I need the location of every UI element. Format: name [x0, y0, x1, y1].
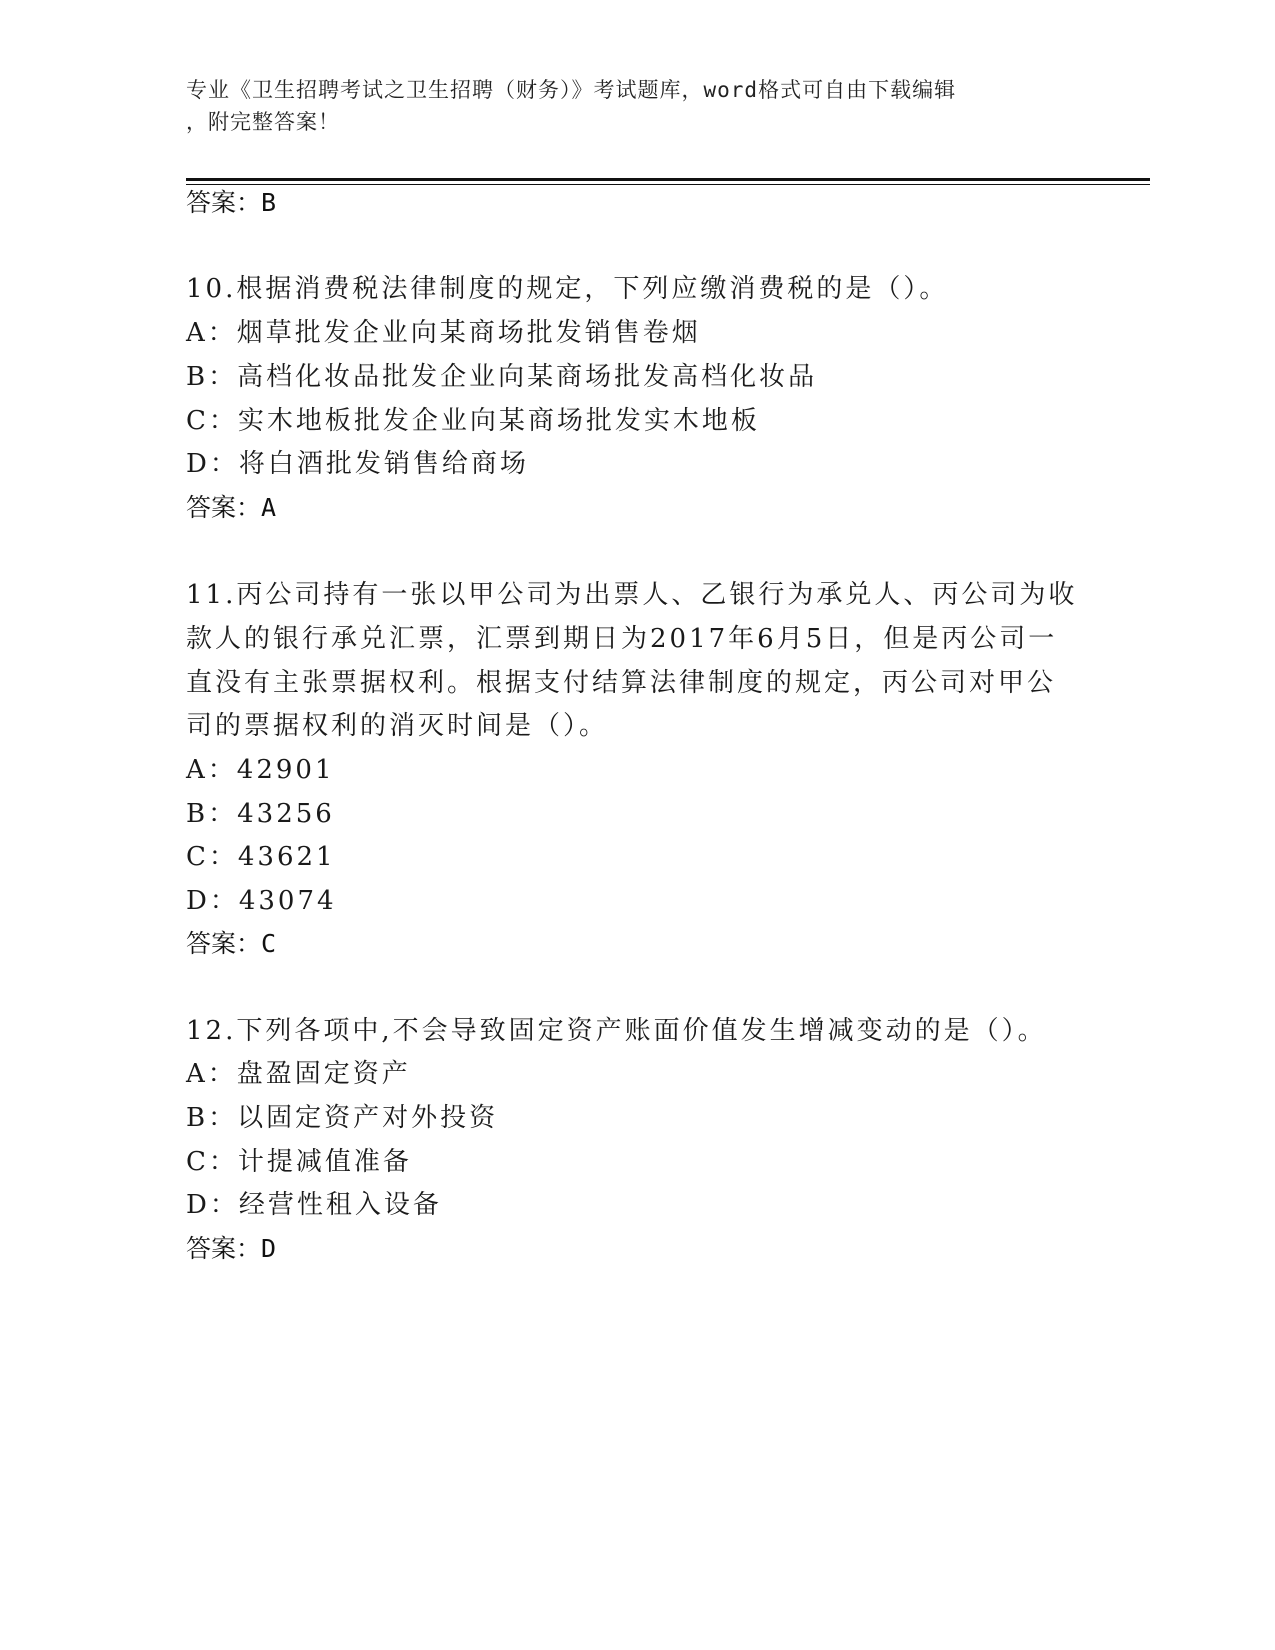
header-divider-thick: [186, 178, 1150, 181]
question-10-option-c: C：实木地板批发企业向某商场批发实木地板: [186, 406, 760, 436]
question-11-stem-line-3: 直没有主张票据权利。根据支付结算法律制度的规定，丙公司对甲公: [186, 668, 1057, 698]
question-11-option-b: B：43256: [186, 799, 335, 829]
header-line-1: 专业《卫生招聘考试之卫生招聘（财务）》考试题库，word格式可自由下载编辑: [186, 78, 957, 102]
question-10-option-a: A：烟草批发企业向某商场批发销售卷烟: [186, 318, 701, 348]
header-divider-thin: [186, 184, 1150, 185]
answer-q9: 答案：B: [186, 188, 277, 217]
question-10-stem: 10.根据消费税法律制度的规定，下列应缴消费税的是（）。: [186, 274, 949, 304]
question-10-option-b: B：高档化妆品批发企业向某商场批发高档化妆品: [186, 362, 818, 392]
question-11-option-a: A：42901: [186, 755, 335, 785]
header-line-2: ，附完整答案！: [186, 110, 340, 134]
document-header: [186, 74, 1066, 138]
question-12-option-c: C：计提减值准备: [186, 1147, 412, 1177]
question-10-option-d: D：将白酒批发销售给商场: [186, 449, 529, 479]
question-12-option-a: A：盘盈固定资产: [186, 1059, 411, 1089]
question-12-stem: 12.下列各项中,不会导致固定资产账面价值发生增减变动的是（）。: [186, 1016, 1047, 1046]
answer-q10: 答案：A: [186, 493, 277, 522]
question-12-option-b: B：以固定资产对外投资: [186, 1103, 499, 1133]
question-11-stem-line-2: 款人的银行承兑汇票，汇票到期日为2017年6月5日，但是丙公司一: [186, 624, 1058, 654]
answer-q12: 答案：D: [186, 1234, 277, 1263]
question-11-stem-line-4: 司的票据权利的消灭时间是（）。: [186, 711, 609, 741]
question-11-stem-line-1: 11.丙公司持有一张以甲公司为出票人、乙银行为承兑人、丙公司为收: [186, 580, 1078, 610]
answer-q11: 答案：C: [186, 929, 277, 958]
question-12-option-d: D：经营性租入设备: [186, 1190, 442, 1220]
question-11-option-c: C：43621: [186, 842, 336, 872]
question-11-option-d: D：43074: [186, 886, 337, 916]
